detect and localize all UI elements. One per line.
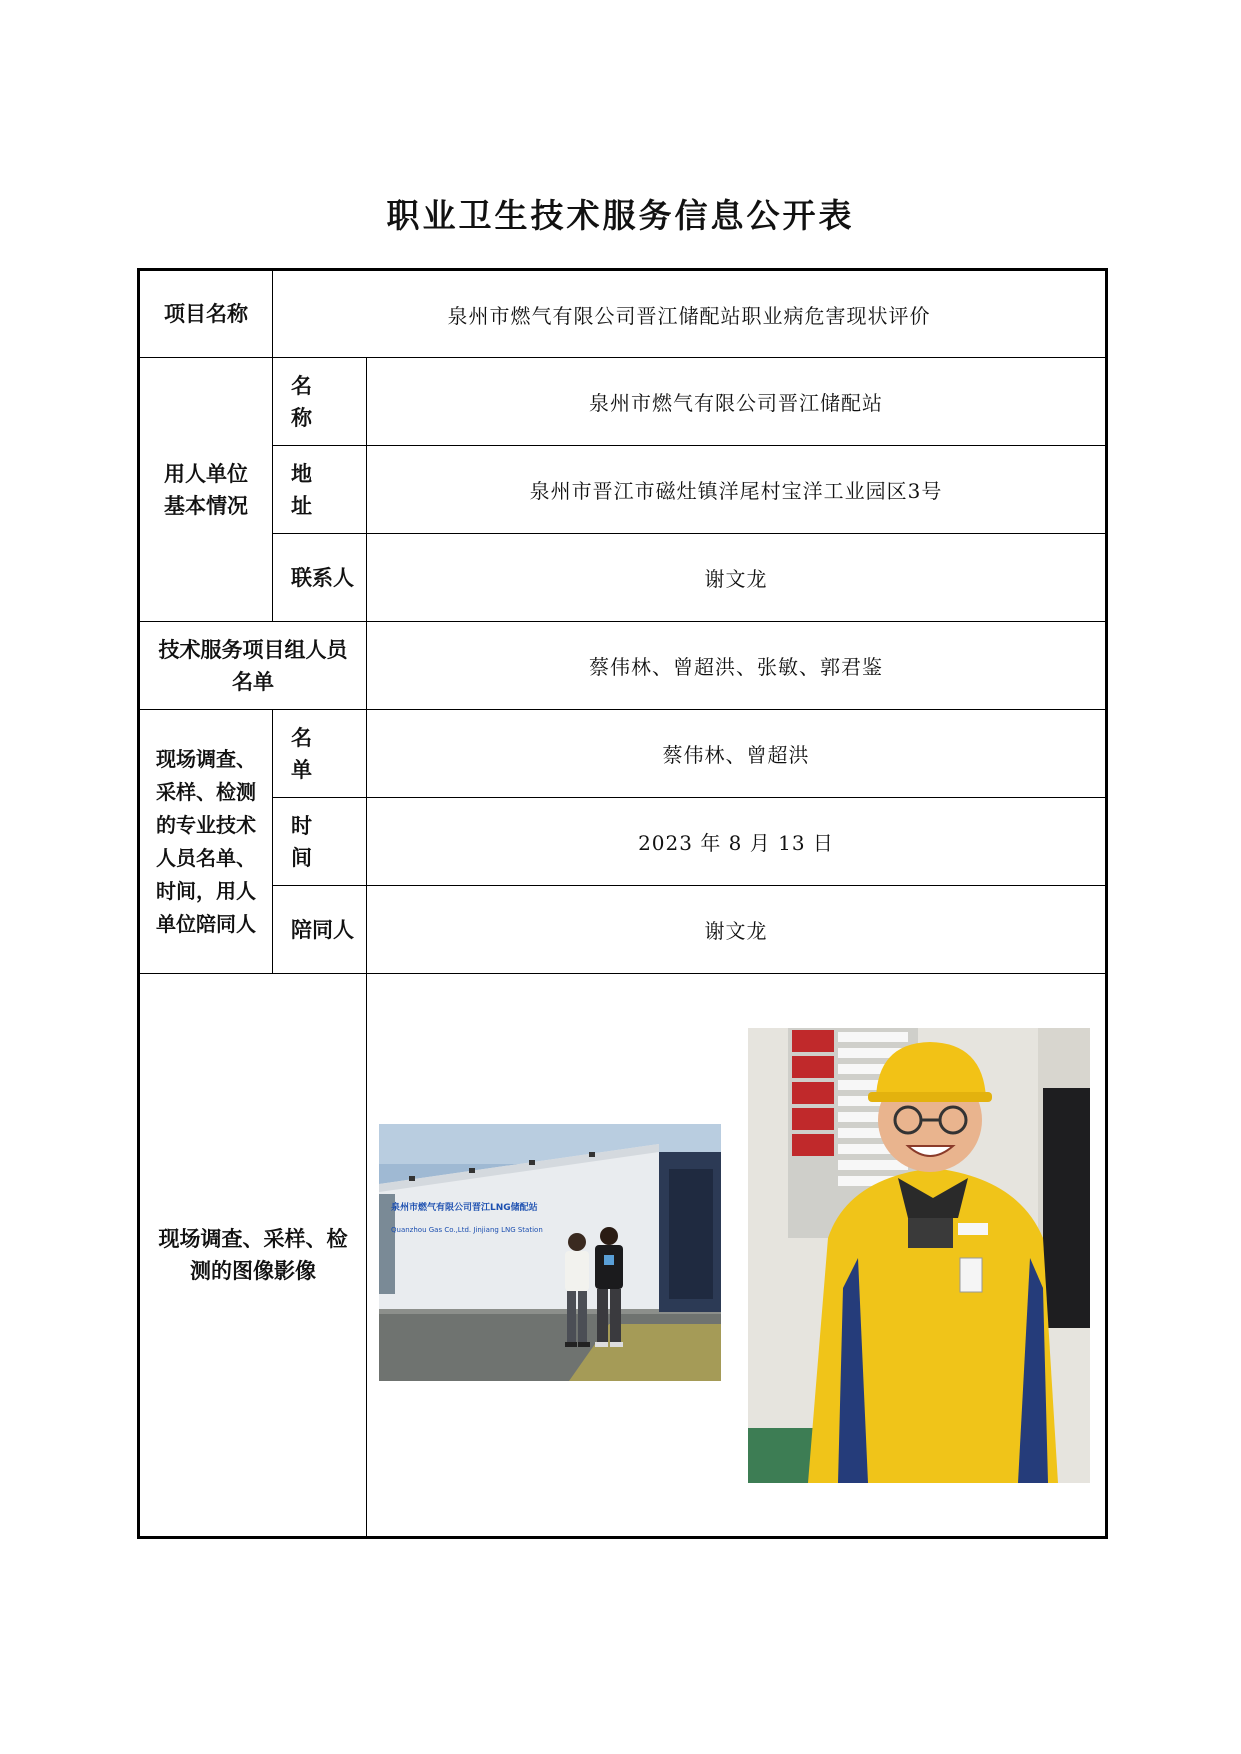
employer-address-value: 泉州市晋江市磁灶镇洋尾村宝洋工业园区3号 bbox=[367, 446, 1107, 534]
project-name-label: 项目名称 bbox=[139, 270, 273, 358]
employer-name-row bbox=[139, 358, 1107, 446]
project-name-value: 泉州市燃气有限公司晋江储配站职业病危害现状评价 bbox=[273, 270, 1107, 358]
employer-label-line2: 基本情况 bbox=[164, 493, 248, 518]
survey-time-value: 2023 年 8 月 13 日 bbox=[367, 798, 1107, 886]
images-row bbox=[139, 974, 1107, 1538]
station-sign-en: Quanzhou Gas Co.,Ltd. Jinjiang LNG Station bbox=[391, 1226, 543, 1234]
employer-address-label: 地 址 bbox=[273, 446, 367, 534]
survey-label-line: 单位陪同人 bbox=[156, 911, 256, 936]
survey-time-row bbox=[139, 798, 1107, 886]
team-label-line2: 名单 bbox=[232, 669, 274, 694]
survey-list-row bbox=[139, 710, 1107, 798]
site-images-cell bbox=[367, 974, 1107, 1538]
employer-label-line1: 用人单位 bbox=[164, 461, 248, 486]
info-table bbox=[137, 268, 1108, 1539]
site-images-label bbox=[139, 974, 367, 1538]
images-label-line2: 测的图像影像 bbox=[190, 1259, 316, 1283]
survey-label-line: 时间，用人 bbox=[156, 878, 256, 903]
site-photo-worker bbox=[748, 1028, 1090, 1483]
survey-label-line: 采样、检测 bbox=[156, 779, 256, 804]
site-photo-sign bbox=[379, 1124, 721, 1381]
survey-list-value: 蔡伟林、曾超洪 bbox=[367, 710, 1107, 798]
page-title: 职业卫生技术服务信息公开表 bbox=[386, 196, 855, 235]
survey-label-line: 现场调查、 bbox=[156, 746, 256, 771]
survey-label-line: 人员名单、 bbox=[156, 845, 256, 870]
employer-basic-info-label bbox=[139, 358, 273, 622]
employer-address-row bbox=[139, 446, 1107, 534]
images-label-line1: 现场调查、采样、检 bbox=[158, 1227, 348, 1251]
survey-companion-row bbox=[139, 886, 1107, 974]
station-sign-cn: 泉州市燃气有限公司晋江LNG储配站 bbox=[391, 1203, 538, 1213]
team-members-value: 蔡伟林、曾超洪、张敏、郭君鉴 bbox=[367, 622, 1107, 710]
project-row bbox=[139, 270, 1107, 358]
employer-contact-row bbox=[139, 534, 1107, 622]
survey-companion-label: 陪同人 bbox=[273, 886, 367, 974]
employer-contact-value: 谢文龙 bbox=[367, 534, 1107, 622]
employer-name-label: 名 称 bbox=[273, 358, 367, 446]
survey-time-label: 时 间 bbox=[273, 798, 367, 886]
team-label-line1: 技术服务项目组人员 bbox=[158, 637, 348, 662]
employer-name-value: 泉州市燃气有限公司晋江储配站 bbox=[367, 358, 1107, 446]
survey-list-label: 名 单 bbox=[273, 710, 367, 798]
survey-staff-label bbox=[139, 710, 273, 974]
team-members-label bbox=[139, 622, 367, 710]
survey-companion-value: 谢文龙 bbox=[367, 886, 1107, 974]
team-row bbox=[139, 622, 1107, 710]
employer-contact-label: 联系人 bbox=[273, 534, 367, 622]
survey-label-line: 的专业技术 bbox=[156, 812, 256, 837]
